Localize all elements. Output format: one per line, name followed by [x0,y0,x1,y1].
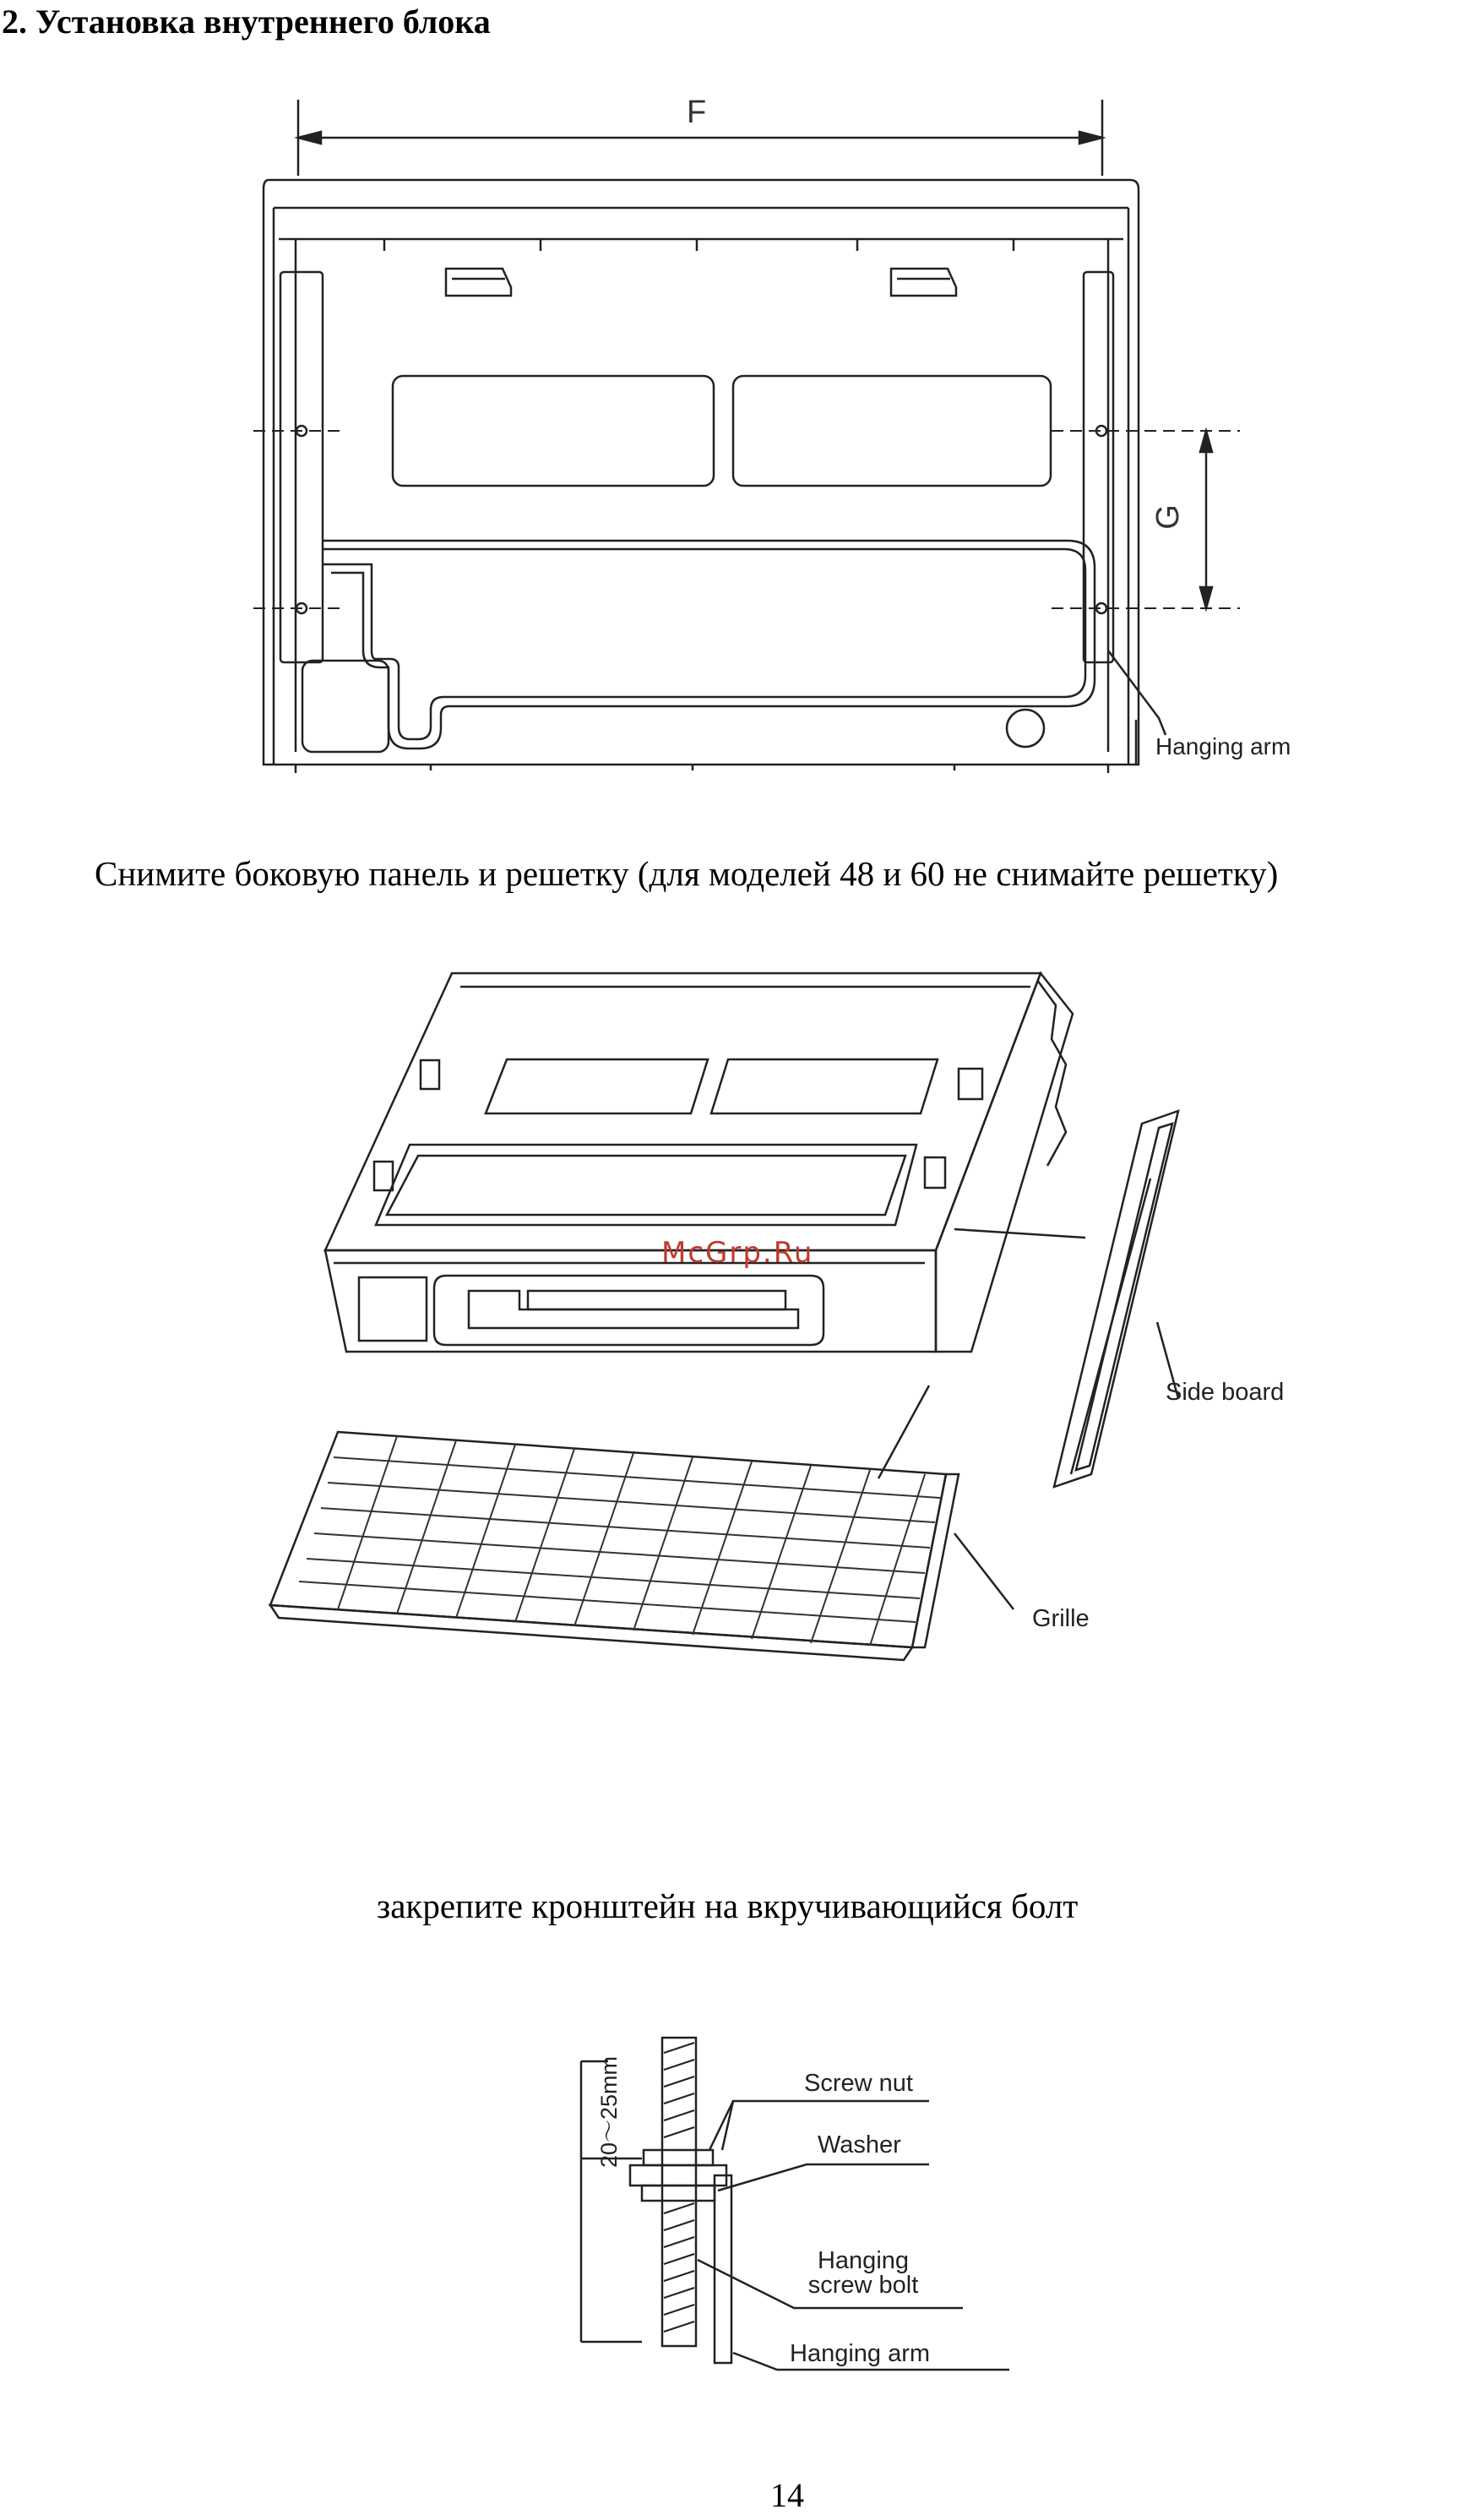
hanging-screw-bolt-label-line1: Hanging [817,2247,910,2274]
dimension-g-label: G [1150,504,1186,530]
dimension-20-25mm-label: 20～25mm [596,2055,622,2169]
grille-label: Grille [1032,1605,1090,1632]
caption-fix-bracket: закрепите кронштейн на вкручивающийся болт [377,1886,1079,1925]
hanging-arm-label: Hanging arm [1155,733,1291,759]
section-heading: 2. Установка внутреннего блока [2,3,491,41]
hanging-arm-detail-label: Hanging arm [790,2340,931,2367]
washer-label: Washer [818,2131,901,2158]
hanging-screw-bolt-label-line2: screw bolt [807,2272,919,2299]
dimension-f-label: F [687,95,707,130]
watermark: McGrp.Ru [661,1236,814,1270]
screw-nut-label: Screw nut [804,2070,913,2097]
side-board-label: Side board [1166,1379,1285,1406]
caption-remove-side-board: Снимите боковую панель и решетку (для моделей 48 и 60 не снимайте решетку) [95,854,1279,893]
page-number: 14 [770,2476,804,2514]
